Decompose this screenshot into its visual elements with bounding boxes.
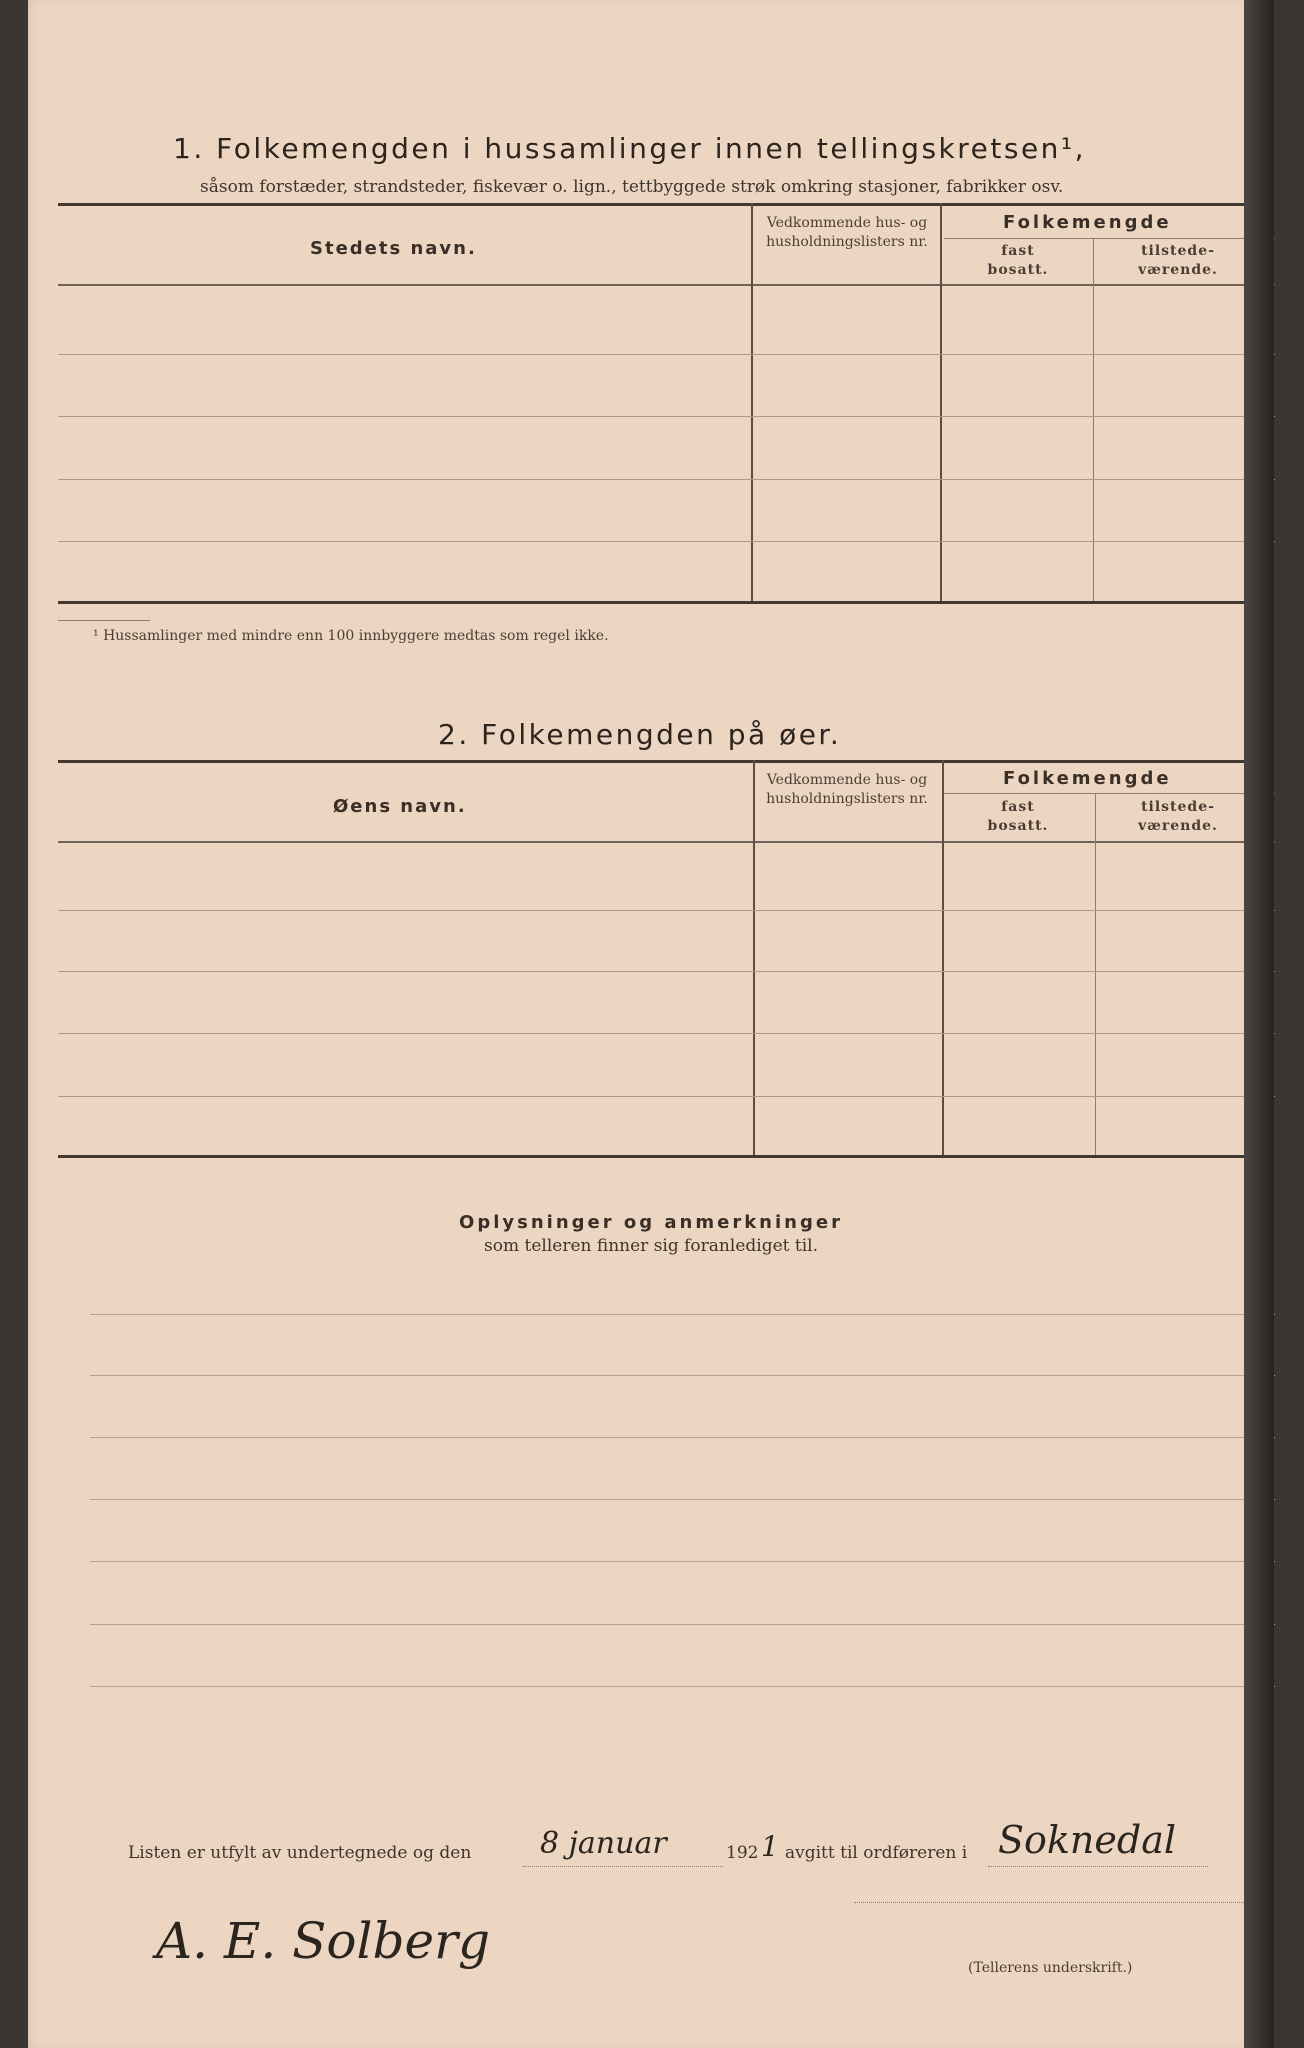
declaration-text-mid: avgitt til ordføreren i <box>785 1843 968 1863</box>
section2-header-rule <box>58 841 1275 843</box>
section1-col-name-header: Stedets navn. <box>310 238 477 259</box>
section1-footnote: ¹ Hussamlinger med mindre enn 100 innbyggere medtas som regel ikke. <box>93 628 609 644</box>
section2-divider-1 <box>753 760 755 1157</box>
section1-table-row <box>58 479 1275 480</box>
section1-col-pop-header: Folkemengde <box>1003 212 1172 233</box>
section2-col-pop-header: Folkemengde <box>1003 768 1172 789</box>
section2-col-fast-header: fast bosatt. <box>987 799 1049 834</box>
section1-divider-1 <box>751 203 753 603</box>
section1-col-fast-header: fast bosatt. <box>987 243 1049 278</box>
notes-line <box>90 1375 1275 1376</box>
municipality-underline <box>988 1866 1208 1867</box>
section2-table-row <box>58 1033 1275 1034</box>
handwritten-municipality: Soknedal <box>998 1818 1177 1862</box>
notes-subtitle: som telleren finner sig foranlediget til. <box>484 1236 818 1256</box>
form-page <box>28 0 1274 2048</box>
section1-table-row <box>58 354 1275 355</box>
section1-top-rule <box>58 203 1275 206</box>
section2-pop-rule <box>944 793 1275 794</box>
section2-top-rule <box>58 760 1275 763</box>
year-prefix: 192 <box>726 1843 759 1863</box>
section2-col-name-header: Øens navn. <box>333 796 467 817</box>
section2-table-row <box>58 971 1275 972</box>
section1-title: 1. Folkemengden i hussamlinger innen tellingskretsen¹, <box>173 132 1087 165</box>
section2-title: 2. Folkemengden på øer. <box>438 718 842 751</box>
handwritten-year-digit: 1 <box>761 1830 779 1863</box>
notes-line <box>90 1437 1275 1438</box>
section2-table-row <box>58 910 1275 911</box>
handwritten-signature: A. E. Solberg <box>156 1912 491 1970</box>
signature-line <box>854 1902 1274 1903</box>
notes-title: Oplysninger og anmerkninger <box>459 1212 843 1233</box>
section2-table-row <box>58 1096 1275 1097</box>
declaration-text-start: Listen er utfylt av undertegnede og den <box>128 1843 472 1863</box>
section1-pop-rule <box>944 238 1275 239</box>
handwritten-date: 8 januar <box>540 1826 667 1861</box>
section1-divider-3 <box>1093 238 1094 603</box>
notes-line <box>90 1624 1275 1625</box>
page-edge <box>1244 0 1274 2048</box>
signature-label: (Tellerens underskrift.) <box>968 1960 1133 1976</box>
section2-col-list-header: Vedkommende hus- og husholdningslisters nr. <box>766 772 928 807</box>
footnote-rule <box>58 620 150 621</box>
section2-col-tilst-header: tilstede-værende. <box>1138 799 1218 834</box>
section1-bottom-rule <box>58 601 1275 604</box>
section1-table-row <box>58 416 1275 417</box>
section2-divider-2 <box>942 760 944 1157</box>
notes-line <box>90 1314 1275 1315</box>
section2-bottom-rule <box>58 1155 1275 1158</box>
section2-divider-3 <box>1095 793 1096 1157</box>
section1-subtitle: såsom forstæder, strandsteder, fiskevær o. lign., tettbyggede strøk omkring stasjoner, fabrikker osv. <box>200 177 1064 197</box>
section1-table-row <box>58 541 1275 542</box>
section1-col-tilst-header: tilstede-værende. <box>1138 243 1218 278</box>
notes-line <box>90 1686 1275 1687</box>
notes-line <box>90 1561 1275 1562</box>
section1-col-list-header: Vedkommende hus- og husholdningslisters nr. <box>766 215 928 250</box>
notes-line <box>90 1499 1275 1500</box>
date-underline <box>523 1866 723 1867</box>
section1-divider-2 <box>940 203 942 603</box>
